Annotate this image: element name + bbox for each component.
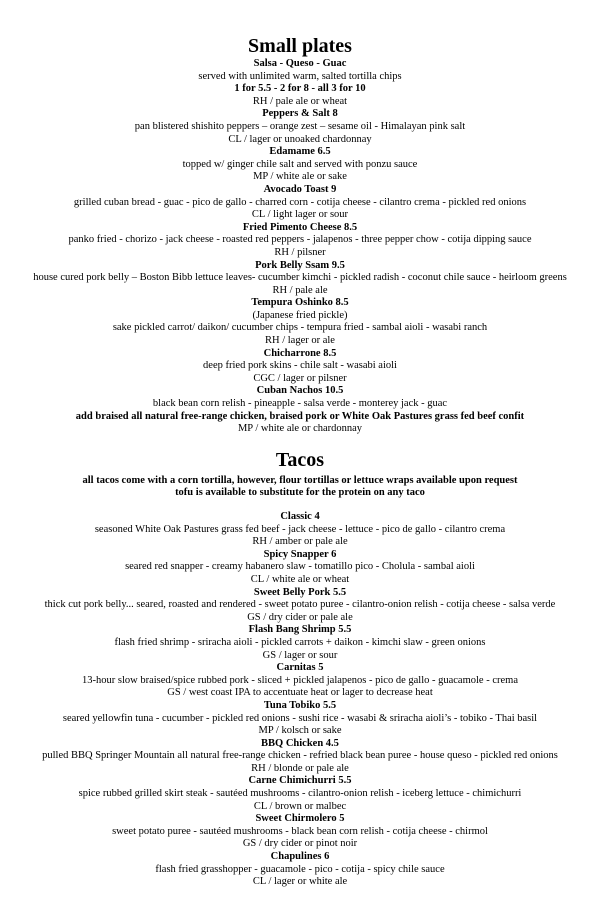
tacos-note: all tacos come with a corn tortilla, however, flour tortillas or lettuce wraps available upon request <box>82 474 518 486</box>
menu-item-name: Tuna Tobiko 5.5 <box>263 699 337 711</box>
tacos-note: tofu is available to substitute for the protein on any taco <box>175 487 425 499</box>
menu-item <box>0 662 600 700</box>
menu-item <box>0 813 600 851</box>
menu-item-line: pulled BBQ Springer Mountain all natural free-range chicken - refried black bean puree - house queso - pickled red onions <box>42 750 558 762</box>
menu-item <box>0 297 600 347</box>
small-plates-section <box>0 0 600 436</box>
menu-item <box>0 146 600 184</box>
small-plates-title: Small plates <box>248 35 352 57</box>
menu-item-line: panko fried - chorizo - jack cheese - roasted red peppers - jalapenos - three pepper chow - cotija dipping sauce <box>68 234 532 246</box>
menu-item-name: Cuban Nachos 10.5 <box>256 385 344 397</box>
menu-item <box>0 511 600 549</box>
menu-item-line: RH / pilsner <box>274 246 326 258</box>
menu-item-line: (Japanese fried pickle) <box>252 309 348 321</box>
menu-item <box>0 549 600 587</box>
menu-item-line: seared red snapper - creamy habanero slaw - tomatillo pico - Cholula - sambal aioli <box>125 561 475 573</box>
menu-item-line: house cured pork belly – Boston Bibb lettuce leaves- cucumber kimchi - pickled radish - coconut chile sauce - heirloom greens <box>33 272 567 284</box>
menu-item-name: Classic 4 <box>280 511 320 522</box>
menu-item-line: sweet potato puree - sautéed mushrooms - black bean corn relish - cotija cheese - chirmol <box>112 825 488 837</box>
menu-item-name: Sweet Chirmolero 5 <box>255 813 345 825</box>
menu-item-line: GS / lager or sour <box>262 649 338 661</box>
menu-item-line: served with unlimited warm, salted tortilla chips <box>198 70 402 82</box>
menu-item-line: topped w/ ginger chile salt and served with ponzu sauce <box>182 158 418 170</box>
menu-item <box>0 775 600 813</box>
menu-item-line: add braised all natural free-range chicken, braised pork or White Oak Pastures grass fed beef confit <box>75 410 525 422</box>
menu-item-name: Chapulines 6 <box>270 851 330 863</box>
menu-item-name: Avocado Toast 9 <box>263 183 337 195</box>
menu-item-line: RH / amber or pale ale <box>252 536 348 548</box>
menu-item <box>0 700 600 738</box>
menu-item-line: RH / lager or ale <box>265 335 335 347</box>
menu-item <box>0 385 600 435</box>
menu-item-name: Pork Belly Ssam 9.5 <box>255 259 345 271</box>
menu-item <box>0 260 600 298</box>
menu-item-line: thick cut pork belly... seared, roasted and rendered - sweet potato puree - cilantro-onion relish - cotija cheese - salsa verde <box>44 599 556 611</box>
tacos-section <box>0 436 600 889</box>
menu-item-line: CGC / lager or pilsner <box>253 372 347 384</box>
menu-item <box>0 587 600 625</box>
menu-item-line: GS / west coast IPA to accentuate heat or lager to decrease heat <box>167 687 433 699</box>
menu-item-name: Tempura Oshinko 8.5 <box>251 297 349 309</box>
menu-item-line: spice rubbed grilled skirt steak - sautéed mushrooms - cilantro-onion relish - iceberg lettuce - chimichurri <box>78 788 522 800</box>
menu-item-name: Chicharrone 8.5 <box>263 347 337 359</box>
menu-item <box>0 184 600 222</box>
menu-item <box>0 624 600 662</box>
menu-item-line: CL / lager or white ale <box>252 876 348 888</box>
menu-item-line: CL / lager or unoaked chardonnay <box>228 133 372 145</box>
menu-item-line: CL / white ale or wheat <box>250 573 350 585</box>
menu-item-line: 13-hour slow braised/spice rubbed pork - sliced + pickled jalapenos - pico de gallo - guacamole - crema <box>82 674 518 686</box>
menu-item-line: seasoned White Oak Pastures grass fed beef - jack cheese - lettuce - pico de gallo - cilantro crema <box>94 523 506 535</box>
menu-item-name: Edamame 6.5 <box>269 146 331 158</box>
menu-item-name: Spicy Snapper 6 <box>263 548 337 560</box>
menu-item-name: Sweet Belly Pork 5.5 <box>253 586 347 598</box>
menu-item-line: MP / white ale or chardonnay <box>237 423 363 435</box>
menu-item-line: sake pickled carrot/ daikon/ cucumber chips - tempura fried - sambal aioli - wasabi ranch <box>112 322 488 334</box>
menu-item-line: seared yellowfin tuna - cucumber - pickled red onions - sushi rice - wasabi & sriracha aioli’s - tobiko - Thai basil <box>62 712 538 724</box>
menu-item <box>0 108 600 146</box>
tacos-title: Tacos <box>275 448 325 471</box>
menu-item-line: MP / white ale or sake <box>253 171 347 183</box>
menu-item-line: RH / blonde or pale ale <box>251 762 349 774</box>
menu-item-line: flash fried shrimp - sriracha aioli - pickled carrots + daikon - kimchi slaw - green onions <box>114 636 486 648</box>
menu-item-line: RH / pale ale or wheat <box>252 95 348 107</box>
menu-item <box>0 851 600 889</box>
menu-item-name: Carnitas 5 <box>276 662 324 674</box>
menu-item-line: GS / dry cider or pinot noir <box>242 838 358 850</box>
menu-item <box>0 58 600 108</box>
menu-item-name: Salsa - Queso - Guac <box>253 58 347 69</box>
menu-item-line: RH / pale ale <box>272 284 328 296</box>
menu-item-line: CL / brown or malbec <box>253 800 347 812</box>
small-plates-list <box>0 58 600 436</box>
menu-item-name: Flash Bang Shrimp 5.5 <box>248 624 352 636</box>
menu-item <box>0 222 600 260</box>
menu-item-line: MP / kolsch or sake <box>258 725 342 737</box>
tacos-notes <box>0 475 600 500</box>
menu-item-line: flash fried grasshopper - guacamole - pico - cotija - spicy chile sauce <box>155 863 445 875</box>
menu-item-line: GS / dry cider or pale ale <box>247 611 353 623</box>
menu-item-line: CL / light lager or sour <box>251 209 349 221</box>
menu-item-name: Carne Chimichurri 5.5 <box>248 775 352 787</box>
menu-item-line: pan blistered shishito peppers – orange zest – sesame oil - Himalayan pink salt <box>134 120 466 132</box>
menu-item-name: BBQ Chicken 4.5 <box>261 737 339 749</box>
menu-item-line: grilled cuban bread - guac - pico de gallo - charred corn - cotija cheese - cilantro crema - pickled red onions <box>73 196 527 208</box>
tacos-list <box>0 511 600 889</box>
menu-item-line: black bean corn relish - pineapple - salsa verde - monterey jack - guac <box>152 398 448 410</box>
menu-item-name: Peppers & Salt 8 <box>262 108 338 120</box>
menu-item-line: 1 for 5.5 - 2 for 8 - all 3 for 10 <box>234 83 366 95</box>
menu-item-name: Fried Pimento Cheese 8.5 <box>242 221 358 233</box>
menu-item-line: deep fried pork skins - chile salt - wasabi aioli <box>203 360 397 372</box>
menu-item <box>0 738 600 776</box>
menu-item <box>0 348 600 386</box>
